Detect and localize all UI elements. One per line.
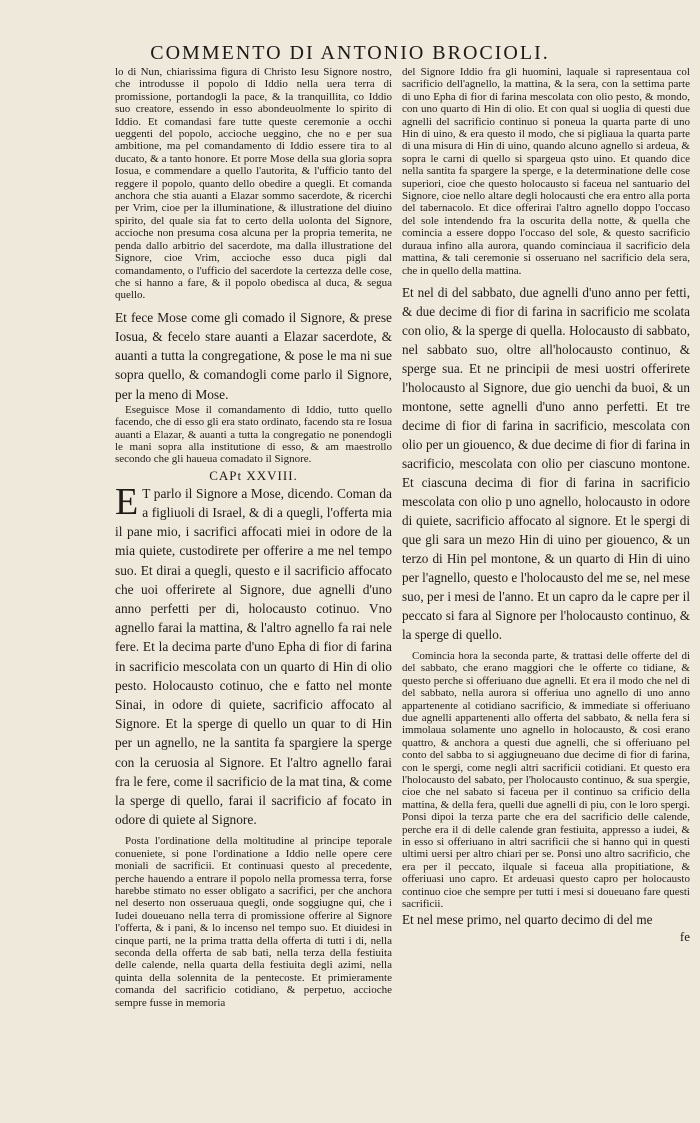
- commentary-paragraph: Comincia hora la seconda parte, & trattasi delle offerte del di del sabbato, che erano maggiori che le offerte co tidiane, & questo perche si offeriuano due agnelli. Et era il modo che nel di del sabbato, nella aurora si offeriua uno agnello di uno anno appartenente al cotidiano sacrificio, & immediate si offeriuano due agnelli appartenenti allo offerta del sabbato, & nella fera si immolaua solamente uno agnello in holocausto, & cosi erano quattro, & anchora a questi due agnelli, che si offeriuano pel conto del sabba to si aggiugneuano due decime di fior di farina, con le spergi, come negli altri sacrificii cotidiani. Et questo era l'holocausto del sabato, per l'holocausto continuo, & sua spergie, cioe che nel sabato si faceua per il continuo sa crificio della mattina, & della fera, quelli due agnelli di piu, con le loro spergi. Ponsi dipoi la terza parte che era del sacrificio delle calende, perche era il di delle calende gran festiuita, appresso a iudei, & in esso si offeriuano in altri sacrificii che si hanno qui in questi ultimi uersi per altro chiari per se. Ponsi uno altro sacrificio, che era per il peccato, ilquale si faceua alla propitiatione, & offeriuasi uno capro. Et ardeuasi questo capro per holocausto continuo cioe che sempre per tutti i mesi si doueuano fare questi sacrificii.: [402, 649, 690, 911]
- scripture-paragraph: Et nel di del sabbato, due agnelli d'uno anno per fetti, & due decime di fior di farina in sacrificio me scolata con olio, & la sperge di quella. Holocausto di sabbato, nel sabbato suo, oltre all'holocausto continuo, & sperge sua. Et ne principii de mesi uostri offerirete l'holocausto al Signore, due gio uenchi da buoi, & un montone, sette agnelli d'uno anno perfetti. Et tre decime di fior di farina in sacrificio, mescolata con olio per un giouenco, & due decime di fior di farina in sacrificio, mescolata con olio per ciascuno montone. Et ciascuna decima di fior di farina in sacrificio mescolata con olio p uno agnello, holocausto in odore di quiete, sacrificio affocato al signore. Et le spergi di que gli sara un mezo Hin di uino per giouenco, & un terzo di Hin pel montone, & un quarto di Hin di uino per l'agnello, questo e l'holocausto del me se, nel mese suo, per i mesi de l'anno. Et un capro da le capre per il peccato si fara al Signore per l'holocausto continuo, & la sperge di quello.: [402, 284, 690, 642]
- catchword: fe: [679, 929, 690, 945]
- running-title: COMMENTO DI ANTONIO BROCIOLI.: [150, 42, 550, 64]
- scripture-paragraph: Et fece Mose come gli comado il Signore, & prese Iosua, & fecelo stare auanti a Elazar sacerdote, & auanti a tutta la congregatione, & pose le ma ni sue sopra quello, & comandogli come parlo il Signore, per la meno di Mose.: [115, 309, 392, 402]
- commentary-paragraph: Posta l'ordinatione della moltitudine al principe teporale conueniete, si pone l'ordinatione a Iddio nelle opere cere moniali de sacrificii. Et continuasi questo al precedente, perche hauendo a entrare il popolo nella promessa terra, forse harebbe stimato no esser obligato a sacrifici, per che anchora nel deserto non osseruaua quegli, onde soggiugne qui, che i Iudei doueuano nella terra di promissione offerire al Signore l'offerta, & i pani, & lo incenso nel tempo suo. Et diuidesi in cinque parti, ne la prima tratta della offerta di tutti i di, nella seconda della offerta de sab bati, nella terza della festiuita delle calende, nella quarta della festiuita degli azimi, nella quinta della solennita de la pentecoste. Et primieramente comanda del sacrificio cotidiano, & perpetuo, accioche sempre fusse in memoria: [115, 835, 392, 1009]
- scripture-paragraph: Et nel mese primo, nel quarto decimo di del me: [402, 912, 653, 928]
- left-column: [115, 66, 392, 1103]
- scripture-paragraph: [115, 480, 392, 830]
- commentary-paragraph: lo di Nun, chiarissima figura di Christo Iesu Signore nostro, che introdusse il popolo di Iddio nella uera terra di promissione, portandogli la pace, & la tranquillita, co Iddio suo creatore, essendo in esso abondeuolmente lo spirito di Iddio. Et comandasi fare tutte queste ceremonie a occhi ueggenti del popolo, accioche ueggino, che no e per sua ambitione, ma pel comandamento di Iddio essere tira to al ducato, & a tanto honore. Et porre Mose della sua gloria sopra Iosua, e commendare a quello l'autorita, & l'ufficio tanto del reggere il popolo, quanto dello obedire a quegli. Et comanda anchora che stia auanti a Elazar sommo sacerdote, & ricerchi per Vrim, cioe per la illuminatione, & illustratione del diuino spirito, del quale sia fat to certo della uolonta del Signore, accioche non presuma cosa alcuna per la propria temerita, ne penda dallo arbitrio del sacerdote, ma dalla illustratione del Signore, cioe Vrim, accioche esso duca pigli dal comandamento, o l'ufficio del sacerdote la certezza delle cose, che si hanno a fare, & il popolo obedisca al duca, & segua quello.: [115, 66, 392, 302]
- drop-cap: E: [115, 480, 139, 523]
- chapter-heading: CAPt XXVIII.: [209, 467, 298, 483]
- right-column: [402, 66, 690, 1103]
- commentary-paragraph: del Signore Iddio fra gli huomini, laquale si rapresentaua col sacrificio dell'agnello, la mattina, & la sera, con la settima parte di uno Epha di fior di farina mescolata con olio pesto, & mondo, con uno quarto di Hin di olio. Et con qual si uoglia di questi due agnelli del sacrificio continuo si poneua la quarta parte di uno Hin di uino, & era questo il modo, che si pigliaua la quarta parte di una misura di Hin di uino, quando alcuno agnello si ardeua, & sopra le carni di quello si spargeua qsto uino. Et quando dice nella santita fa spargere la sperge, e la determinatione delle cose superiori, cioe che questo holocausto si faceua nel santuario del Signore, cioe nello altare degli holocausti che era entro alla porta del tabernacolo. Et dice offerirai l'altro agnello doppo l'occaso del sole intendendo fra la oscurita della notte, & quella che comincia a essere doppo l'occaso del sole, & questo sacrificio duraua infino alla aurora, quando cominciaua il sacrificio dela mattina, & tali ceremonie si osseruano nel sacrificio dela sera, che in quello della mattina.: [402, 66, 690, 277]
- commentary-paragraph: Eseguisce Mose il comandamento di Iddio, tutto quello facendo, che di esso gli era stato ordinato, facendo sta re Iosua auanti a Elazar, & auanti a tutta la congregatio ne ponendogli le mani sopra alla institutione di esso, & am maestrollo secondo che gli haueua comadato il Signore.: [115, 403, 392, 466]
- scripture-text: T parlo il Signore a Mose, dicendo. Coman da a figliuoli di Israel, & di a quegli, l'offerta mia il pane mio, i sacrifici affocati miei in odore de la mia quiete, custodirete per offerire a me nel tempo suo. Et dirai a quegli, questo e il sacrificio affocato che uoi offerirete al Signore, due agnelli d'uno anno perfetti per di, holocausto cotinuo. Vno agnello farai la mattina, & l'altro agnello fa rai nele fere. Et la decima parte d'uno Epha di fior di farina in sacrificio mescolata con un quarto di Hin di olio pesto. Holocausto cotinuo, che e fatto nel monte Sinai, in odore di quiete, sacrificio affocato al Signore. Et la sperge di quello un quar to di Hin per un agnello, ne la santita fa spargiere la sperge con la ceruosia al Signore. Et l'altro agnello farai fra le fere, come il sacrificio de la mat tina, & come la sperge di quello, farai il sacrificio af focato in odore di quiete al Signore.: [115, 485, 392, 828]
